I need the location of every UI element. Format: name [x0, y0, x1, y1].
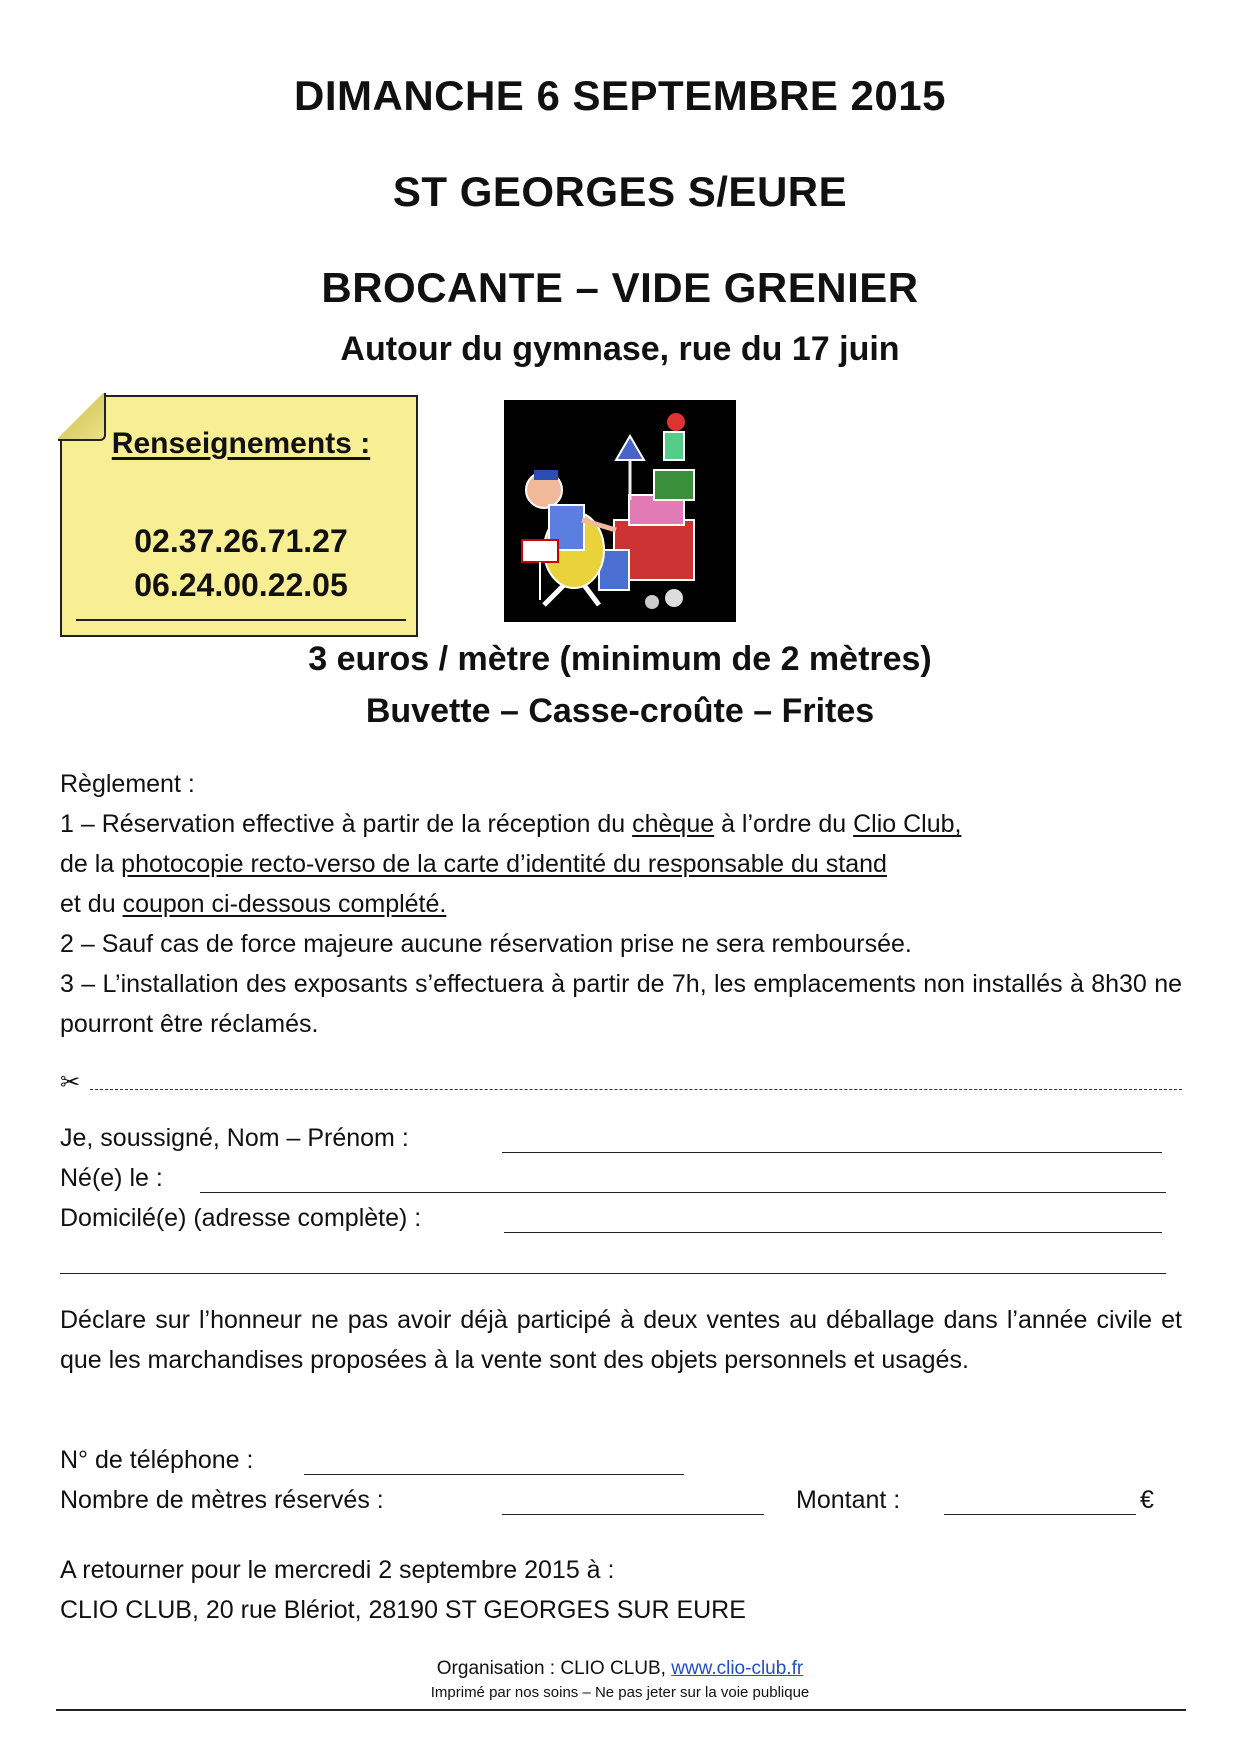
declaration-text: Déclare sur l’honneur ne pas avoir déjà participé à deux ventes au déballage dans l’année civile et que les marchandises proposées à la vente sont des objets personnels et usagés.	[60, 1306, 1182, 1374]
event-location: Autour du gymnase, rue du 17 juin	[340, 330, 900, 368]
return-address: CLIO CLUB, 20 rue Blériot, 28190 ST GEORGES SUR EURE	[60, 1596, 746, 1624]
phone-label: N° de téléphone :	[60, 1446, 254, 1474]
rule-1-text-a: 1 – Réservation effective à partir de la réception du	[60, 810, 633, 838]
note-fold-corner	[58, 393, 106, 441]
rule-1-line-2	[60, 844, 887, 884]
rule-1-clio-club: Clio Club,	[853, 810, 962, 838]
person-pushing-cart-icon	[504, 400, 736, 622]
address-field-line-2[interactable]	[60, 1273, 1166, 1274]
rule-1-line-1	[60, 804, 961, 844]
name-label: Je, soussigné, Nom – Prénom :	[60, 1124, 409, 1152]
info-note-title: Renseignements :	[111, 427, 371, 460]
rule-1-coupon: coupon ci-dessous complété.	[122, 890, 447, 918]
rule-3: 3 – L’installation des exposants s’effectuera à partir de 7h, les emplacements non installés à 8h30 ne pourront être réclamés.	[60, 970, 1182, 1038]
footer-rule	[56, 1709, 1186, 1711]
services-line: Buvette – Casse-croûte – Frites	[365, 692, 875, 730]
brocante-illustration	[504, 400, 736, 622]
rule-1-text-e: de la	[60, 850, 122, 878]
name-field[interactable]	[502, 1152, 1162, 1153]
event-date: DIMANCHE 6 SEPTEMBRE 2015	[294, 72, 946, 119]
event-town: ST GEORGES S/EURE	[392, 168, 848, 215]
meters-label: Nombre de mètres réservés :	[60, 1486, 384, 1514]
rules-heading: Règlement :	[60, 770, 195, 798]
address-field[interactable]	[504, 1232, 1162, 1233]
footer-organisation	[0, 1658, 1240, 1680]
scissors-icon: ✂	[60, 1068, 81, 1096]
info-phone-2: 06.24.00.22.05	[134, 567, 348, 603]
price-line: 3 euros / mètre (minimum de 2 mètres)	[308, 640, 932, 678]
footer-notice: Imprimé par nos soins – Ne pas jeter sur la voie publique	[430, 1684, 810, 1701]
rule-1-cheque: chèque	[632, 810, 715, 838]
rule-1-text-g: et du	[60, 890, 123, 918]
amount-label: Montant :	[796, 1486, 901, 1514]
rule-1-text-c: à l’ordre du	[714, 810, 854, 838]
rule-1-photocopy: photocopie recto-verso de la carte d’identité du responsable du stand	[121, 850, 887, 878]
euro-sign: €	[1140, 1486, 1154, 1514]
address-label: Domicilé(e) (adresse complète) :	[60, 1204, 422, 1232]
website-link[interactable]: www.clio-club.fr	[671, 1658, 804, 1679]
dashed-separator	[90, 1089, 1182, 1090]
amount-field[interactable]	[944, 1514, 1136, 1515]
phone-field[interactable]	[304, 1474, 684, 1475]
birth-field[interactable]	[200, 1192, 1166, 1193]
info-note	[60, 395, 418, 637]
info-phone-1: 02.37.26.71.27	[134, 523, 348, 559]
meters-field[interactable]	[502, 1514, 764, 1515]
rule-2: 2 – Sauf cas de force majeure aucune réservation prise ne sera remboursée.	[60, 930, 912, 958]
info-note-line	[76, 619, 406, 621]
birth-label: Né(e) le :	[60, 1164, 163, 1192]
event-title: BROCANTE – VIDE GRENIER	[321, 264, 919, 311]
return-deadline: A retourner pour le mercredi 2 septembre 2015 à :	[60, 1556, 615, 1584]
rule-1-line-3	[60, 884, 446, 924]
coupon-cut-line	[60, 1068, 1182, 1098]
footer-org-label: Organisation : CLIO CLUB,	[436, 1658, 672, 1679]
